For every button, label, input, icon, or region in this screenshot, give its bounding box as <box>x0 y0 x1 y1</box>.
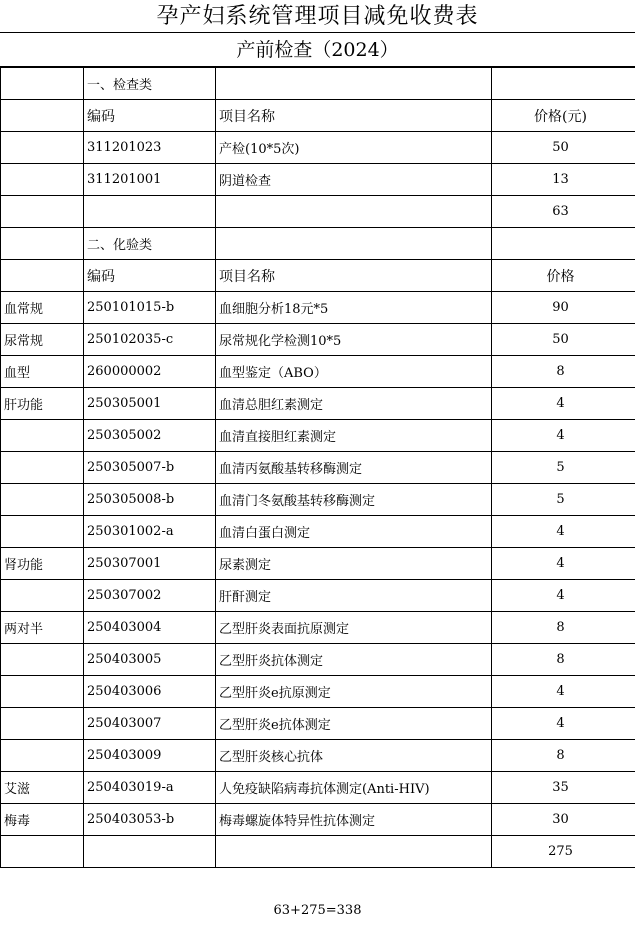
price-cell: 275 <box>492 836 635 868</box>
code-cell: 250403007 <box>84 708 216 740</box>
category-cell <box>1 676 84 708</box>
price-cell: 4 <box>492 580 635 612</box>
fee-table-body <box>1 68 635 868</box>
table-row <box>1 612 635 644</box>
price-cell: 63 <box>492 196 635 228</box>
price-cell: 8 <box>492 356 635 388</box>
table-row <box>1 548 635 580</box>
code-cell: 一、检查类 <box>84 68 216 100</box>
price-cell <box>492 68 635 100</box>
item-name-cell: 梅毒螺旋体特异性抗体测定 <box>216 804 492 836</box>
code-cell: 二、化验类 <box>84 228 216 260</box>
table-row <box>1 260 635 292</box>
table-row <box>1 100 635 132</box>
code-cell: 250403004 <box>84 612 216 644</box>
price-cell: 5 <box>492 452 635 484</box>
item-name-cell: 血细胞分析18元*5 <box>216 292 492 324</box>
code-cell <box>84 836 216 868</box>
item-name-cell: 阴道检查 <box>216 164 492 196</box>
price-cell: 30 <box>492 804 635 836</box>
table-row <box>1 772 635 804</box>
category-cell: 血常规 <box>1 292 84 324</box>
price-cell: 90 <box>492 292 635 324</box>
category-cell: 两对半 <box>1 612 84 644</box>
category-cell <box>1 260 84 292</box>
item-name-cell <box>216 836 492 868</box>
item-name-cell <box>216 68 492 100</box>
category-cell <box>1 68 84 100</box>
table-row <box>1 324 635 356</box>
category-cell <box>1 516 84 548</box>
item-name-cell: 人免疫缺陷病毒抗体测定(Anti-HIV) <box>216 772 492 804</box>
item-name-cell: 血清白蛋白测定 <box>216 516 492 548</box>
price-cell: 4 <box>492 548 635 580</box>
table-row <box>1 708 635 740</box>
fee-table <box>0 67 635 868</box>
table-row <box>1 804 635 836</box>
code-cell: 250305001 <box>84 388 216 420</box>
price-cell: 4 <box>492 388 635 420</box>
price-cell: 8 <box>492 740 635 772</box>
code-cell: 250307001 <box>84 548 216 580</box>
item-name-cell: 项目名称 <box>216 260 492 292</box>
category-cell: 梅毒 <box>1 804 84 836</box>
price-cell <box>492 228 635 260</box>
category-cell <box>1 164 84 196</box>
code-cell: 250403005 <box>84 644 216 676</box>
price-cell: 8 <box>492 644 635 676</box>
category-cell <box>1 708 84 740</box>
price-cell: 价格(元) <box>492 100 635 132</box>
item-name-cell: 尿常规化学检测10*5 <box>216 324 492 356</box>
item-name-cell: 乙型肝炎抗体测定 <box>216 644 492 676</box>
category-cell: 艾滋 <box>1 772 84 804</box>
category-cell <box>1 196 84 228</box>
code-cell: 编码 <box>84 260 216 292</box>
item-name-cell: 尿素测定 <box>216 548 492 580</box>
item-name-cell: 乙型肝炎e抗原测定 <box>216 676 492 708</box>
item-name-cell: 乙型肝炎表面抗原测定 <box>216 612 492 644</box>
item-name-cell: 血清总胆红素测定 <box>216 388 492 420</box>
code-cell: 250403009 <box>84 740 216 772</box>
price-cell: 4 <box>492 516 635 548</box>
item-name-cell: 血清门冬氨酸基转移酶测定 <box>216 484 492 516</box>
table-row <box>1 484 635 516</box>
item-name-cell: 乙型肝炎核心抗体 <box>216 740 492 772</box>
code-cell: 250102035-c <box>84 324 216 356</box>
category-cell: 肾功能 <box>1 548 84 580</box>
code-cell: 250305007-b <box>84 452 216 484</box>
code-cell: 311201001 <box>84 164 216 196</box>
table-row <box>1 196 635 228</box>
item-name-cell: 肝酐测定 <box>216 580 492 612</box>
category-cell <box>1 420 84 452</box>
table-row <box>1 228 635 260</box>
category-cell <box>1 228 84 260</box>
table-row <box>1 420 635 452</box>
code-cell: 250307002 <box>84 580 216 612</box>
price-cell: 价格 <box>492 260 635 292</box>
table-row <box>1 132 635 164</box>
sheet-subtitle: 产前检查（2024） <box>0 33 635 67</box>
category-cell <box>1 484 84 516</box>
code-cell: 311201023 <box>84 132 216 164</box>
code-cell: 250101015-b <box>84 292 216 324</box>
table-row <box>1 516 635 548</box>
table-row <box>1 580 635 612</box>
item-name-cell: 项目名称 <box>216 100 492 132</box>
table-row <box>1 644 635 676</box>
table-row <box>1 836 635 868</box>
table-row <box>1 164 635 196</box>
code-cell: 250305008-b <box>84 484 216 516</box>
table-row <box>1 740 635 772</box>
price-cell: 4 <box>492 420 635 452</box>
item-name-cell: 乙型肝炎e抗体测定 <box>216 708 492 740</box>
category-cell <box>1 100 84 132</box>
code-cell: 编码 <box>84 100 216 132</box>
table-row <box>1 68 635 100</box>
price-cell: 8 <box>492 612 635 644</box>
price-cell: 4 <box>492 676 635 708</box>
code-cell: 250403006 <box>84 676 216 708</box>
sheet-title: 孕产妇系统管理项目减免收费表 <box>0 0 635 33</box>
table-row <box>1 292 635 324</box>
category-cell <box>1 644 84 676</box>
table-row <box>1 452 635 484</box>
item-name-cell: 血清丙氨酸基转移酶测定 <box>216 452 492 484</box>
code-cell: 250305002 <box>84 420 216 452</box>
category-cell <box>1 452 84 484</box>
category-cell <box>1 740 84 772</box>
code-cell: 250403019-a <box>84 772 216 804</box>
code-cell: 260000002 <box>84 356 216 388</box>
price-cell: 35 <box>492 772 635 804</box>
item-name-cell: 血清直接胆红素测定 <box>216 420 492 452</box>
category-cell <box>1 836 84 868</box>
item-name-cell <box>216 196 492 228</box>
grand-total-formula: 63+275=338 <box>0 893 635 925</box>
item-name-cell <box>216 228 492 260</box>
item-name-cell: 产检(10*5次) <box>216 132 492 164</box>
price-cell: 13 <box>492 164 635 196</box>
price-cell: 50 <box>492 324 635 356</box>
category-cell <box>1 132 84 164</box>
table-row <box>1 356 635 388</box>
price-cell: 50 <box>492 132 635 164</box>
table-row <box>1 676 635 708</box>
category-cell: 肝功能 <box>1 388 84 420</box>
item-name-cell: 血型鉴定（ABO） <box>216 356 492 388</box>
code-cell <box>84 196 216 228</box>
category-cell: 尿常规 <box>1 324 84 356</box>
price-cell: 5 <box>492 484 635 516</box>
code-cell: 250301002-a <box>84 516 216 548</box>
price-cell: 4 <box>492 708 635 740</box>
code-cell: 250403053-b <box>84 804 216 836</box>
category-cell <box>1 580 84 612</box>
category-cell: 血型 <box>1 356 84 388</box>
table-row <box>1 388 635 420</box>
